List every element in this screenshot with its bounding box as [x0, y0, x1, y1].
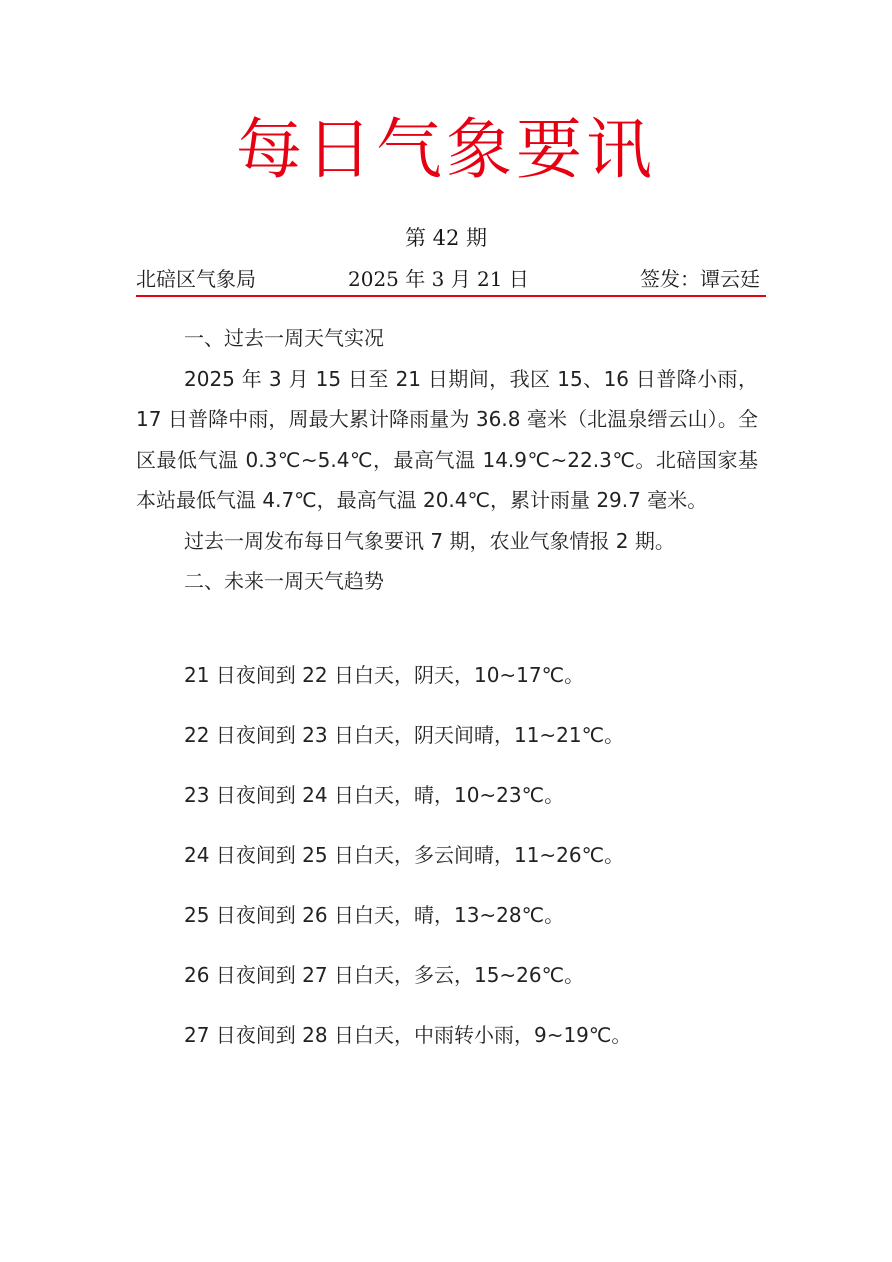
forecast-item: 22 日夜间到 23 日白天，阴天间晴，11~21℃。	[184, 723, 625, 747]
signer: 签发：谭云廷	[640, 267, 760, 291]
section-heading-forecast: 二、未来一周天气趋势	[184, 569, 384, 593]
info-row	[136, 264, 764, 294]
issue-number: 第 42 期	[404, 226, 488, 250]
section-heading-past-week: 一、过去一周天气实况	[184, 326, 384, 350]
forecast-item: 23 日夜间到 24 日白天，晴，10~23℃。	[184, 783, 565, 807]
section-past-week	[136, 318, 758, 602]
forecast-item: 25 日夜间到 26 日白天，晴，13~28℃。	[184, 903, 565, 927]
document-title: 每日气象要讯	[236, 111, 656, 188]
service-summary: 过去一周发布每日气象要讯 7 期，农业气象情报 2 期。	[184, 528, 675, 553]
past-week-summary: 2025 年 3 月 15 日至 21 日期间，我区 15、16 日普降小雨，17 日普降中雨，周最大累计降雨量为 36.8 毫米（北温泉缙云山）。全区最低气温 0.3℃~5.4℃，最高气温 14.9℃~22.3℃。北碚国家基本站最低气温 4.7℃，最高气温 20.4℃，累计雨量 29.7 毫米。	[136, 366, 758, 512]
forecast-list	[184, 657, 784, 1077]
forecast-item: 24 日夜间到 25 日白天，多云间晴，11~26℃。	[184, 843, 625, 867]
issuing-organization: 北碚区气象局	[136, 267, 256, 291]
header-divider	[136, 295, 766, 297]
forecast-item: 27 日夜间到 28 日白天，中雨转小雨，9~19℃。	[184, 1023, 632, 1047]
forecast-item: 26 日夜间到 27 日白天，多云，15~26℃。	[184, 963, 585, 987]
forecast-item: 21 日夜间到 22 日白天，阴天，10~17℃。	[184, 663, 585, 687]
issue-date: 2025 年 3 月 21 日	[348, 267, 529, 291]
